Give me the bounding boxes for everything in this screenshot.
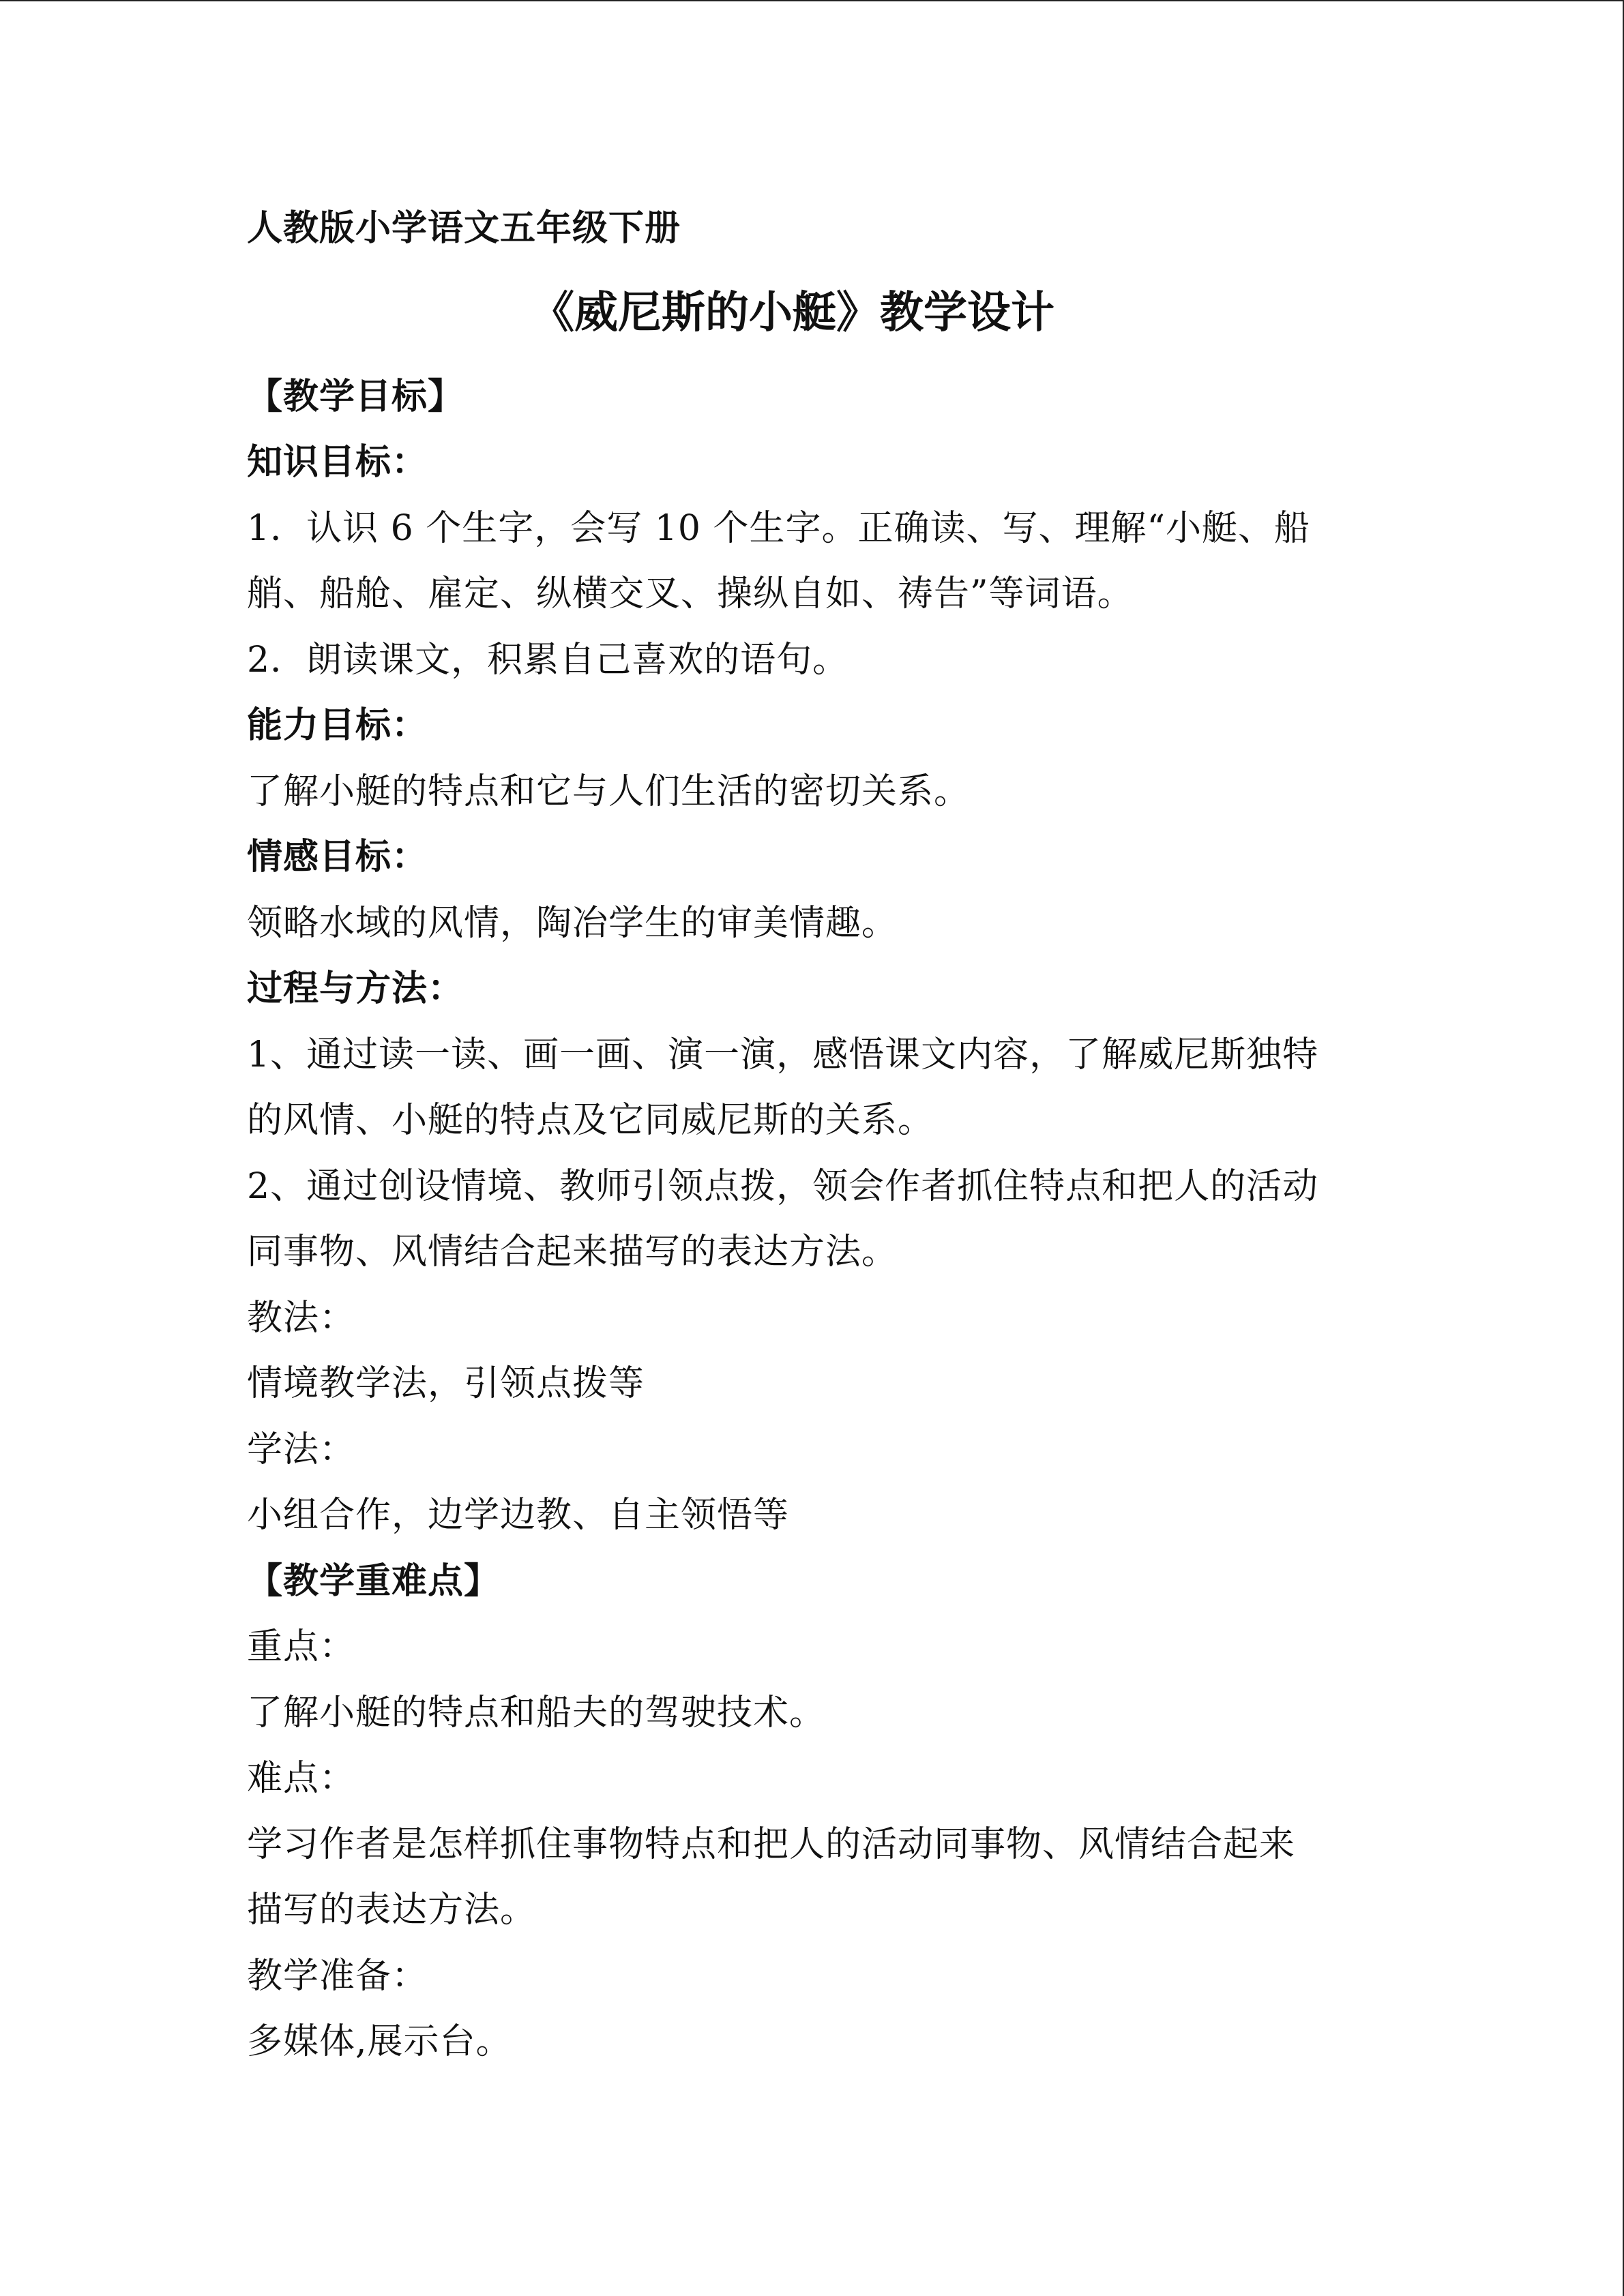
text-line: 了解小艇的特点和它与人们生活的密切关系。 (247, 771, 971, 812)
document-lines (247, 364, 1379, 2075)
section-heading: 【教学目标】 (247, 376, 464, 417)
section-heading: 能力目标： (247, 705, 428, 746)
document-title: 《威尼斯的小艇》教学设计 (531, 287, 1054, 338)
text-line: 教学准备： (247, 1955, 428, 1997)
section-heading: 情感目标： (247, 837, 428, 878)
text-line: 2．朗读课文，积累自己喜欢的语句。 (247, 639, 849, 681)
text-line: 难点： (247, 1758, 356, 1799)
text-line: 情境教学法，引领点拨等 (247, 1363, 645, 1404)
document-header: 人教版小学语文五年级下册 (247, 208, 681, 249)
text-line: 艄、船舱、雇定、纵横交叉、操纵自如、祷告”等词语。 (247, 573, 1134, 614)
document-body (247, 196, 1379, 2075)
text-line: 2、通过创设情境、教师引领点拨，领会作者抓住特点和把人的活动 (247, 1165, 1319, 1207)
section-heading: 过程与方法： (247, 968, 464, 1009)
text-line: 1、通过读一读、画一画、演一演，感悟课文内容，了解威尼斯独特 (247, 1034, 1319, 1075)
text-line: 领略水域的风情，陶冶学生的审美情趣。 (247, 902, 898, 944)
text-line: 同事物、风情结合起来描写的表达方法。 (247, 1232, 898, 1272)
text-line: 教法： (247, 1297, 356, 1339)
text-line: 学习作者是怎样抓住事物特点和把人的活动同事物、风情结合起来 (247, 1823, 1296, 1865)
text-line: 描写的表达方法。 (247, 1890, 537, 1930)
section-heading: 知识目标： (247, 442, 428, 483)
text-line: 小组合作，边学边教、自主领悟等 (247, 1495, 790, 1536)
text-line: 学法： (247, 1429, 356, 1470)
text-line: 的风情、小艇的特点及它同威尼斯的关系。 (247, 1100, 934, 1141)
text-line: 1．认识 6 个生字，会写 10 个生字。正确读、写、理解“小艇、船 (247, 507, 1311, 549)
text-line: 了解小艇的特点和船夫的驾驶技术。 (247, 1692, 826, 1733)
text-line: 重点： (247, 1626, 356, 1667)
text-line: 多媒体,展示台。 (247, 2021, 512, 2062)
section-heading: 【教学重难点】 (247, 1560, 501, 1602)
